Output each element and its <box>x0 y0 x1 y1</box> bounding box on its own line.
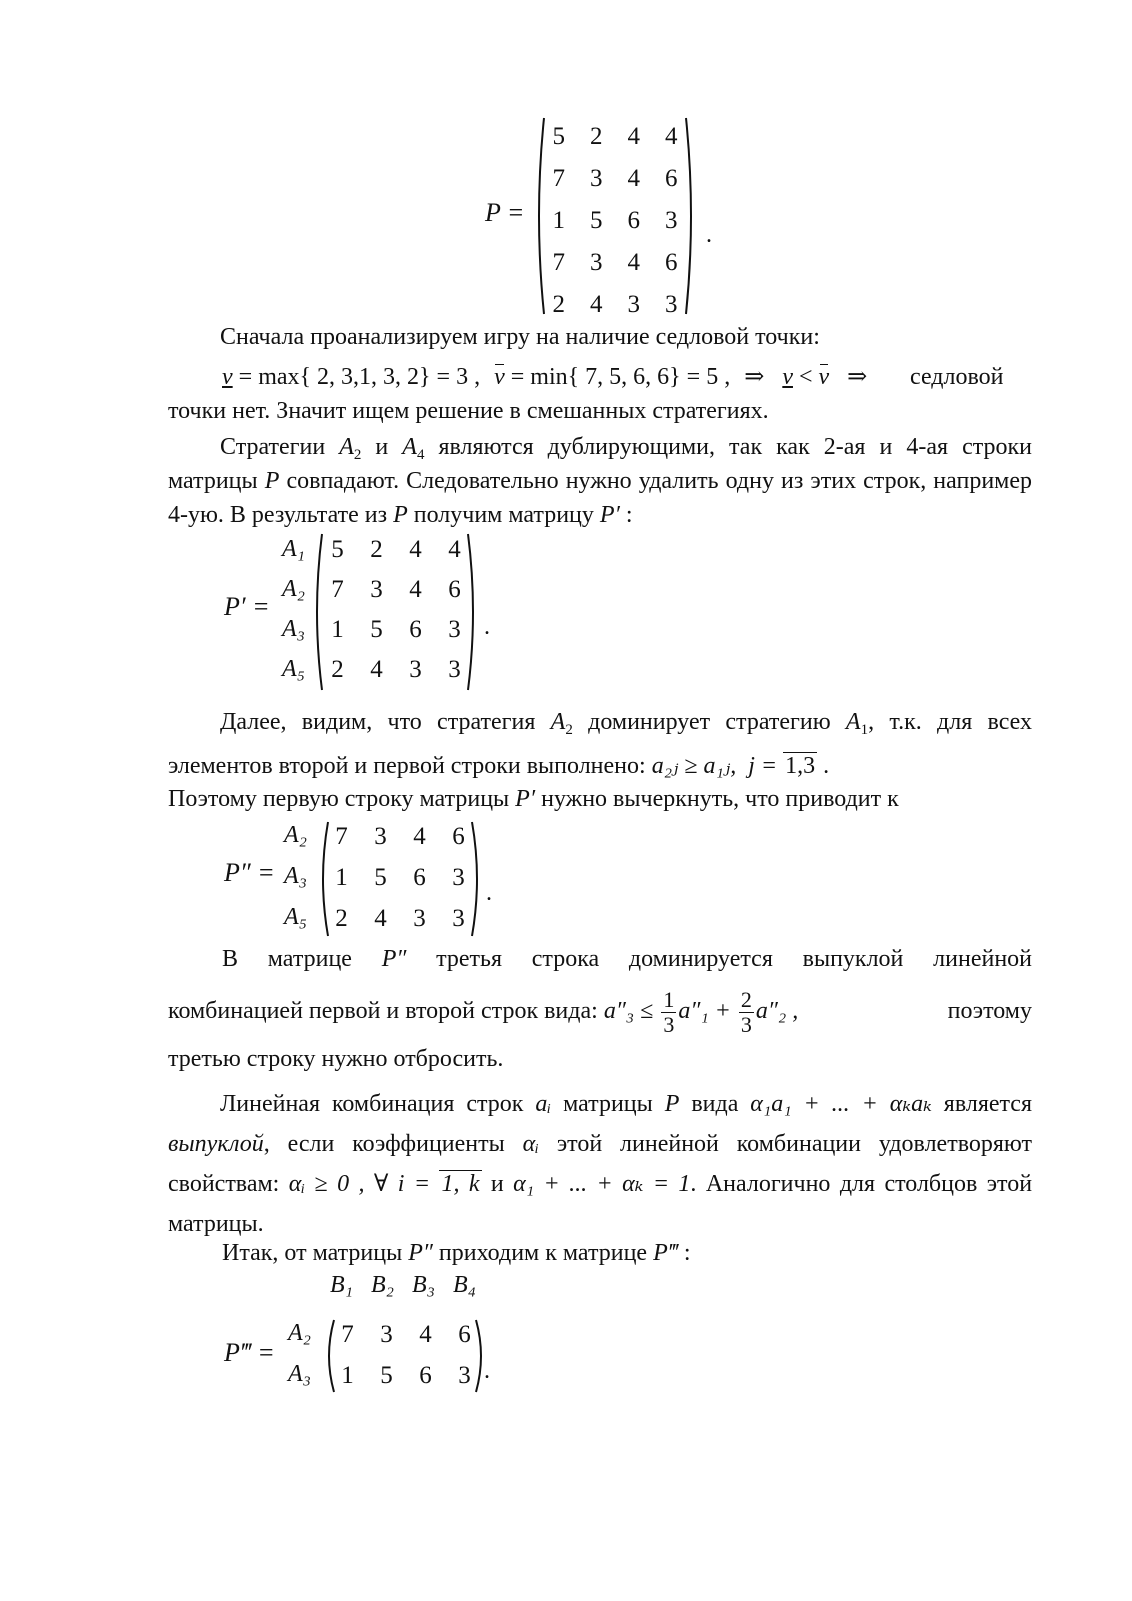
p4-line3b: нужно вычеркнуть, что приводит к <box>535 786 899 812</box>
matrix-cell: 3 <box>370 576 383 603</box>
p6-conv: выпуклой <box>168 1131 264 1157</box>
p3-t3: являются дублирующими, так как 2-ая и 4-ая строки матрицы <box>168 434 1033 494</box>
p4-a2s: 2 <box>565 722 573 738</box>
matrix-cell: 3 <box>590 249 603 276</box>
cmp-right: v <box>818 364 830 390</box>
p4-t3: , т.к. для всех элементов второй и первой строки выполнено: <box>168 709 1033 779</box>
column-label: B₃ <box>412 1272 436 1298</box>
p4-a2: A <box>550 709 566 735</box>
matrix-cell: 3 <box>627 291 640 318</box>
p3-p: P <box>264 468 280 494</box>
matrix-cell: 6 <box>665 249 678 276</box>
p6-t4: является <box>943 1091 1032 1117</box>
p4-pp: P′ <box>515 786 536 812</box>
p3-p2: P <box>393 502 408 528</box>
matrix-cell: 3 <box>448 616 461 643</box>
fraction-2-den: 3 <box>740 1011 752 1037</box>
matrix-p-grid <box>540 116 690 326</box>
matrix-cell: 5 <box>370 616 383 643</box>
paragraph-3 <box>168 430 1032 532</box>
right-paren <box>470 820 484 938</box>
p4-range: 1,3 <box>785 753 816 779</box>
matrix-cell: 3 <box>665 291 678 318</box>
p3-pp: P′ <box>599 502 620 528</box>
matrix-cell: 5 <box>374 864 387 891</box>
fraction-2 <box>739 988 754 1037</box>
matrix-p-label: P = <box>485 198 525 227</box>
matrix-cell: 2 <box>370 536 383 563</box>
matrix-p3-dot: . <box>484 1358 490 1384</box>
p6-c3: α₁ + ... + αₖ = 1 <box>513 1171 691 1197</box>
matrix-cell: 1 <box>341 1362 354 1389</box>
matrix-cell: 7 <box>341 1321 354 1348</box>
matrix-cell: 3 <box>380 1321 393 1348</box>
lower-value-expr: = max{ 2, 3,1, 3, 2} = 3 , <box>232 364 481 390</box>
paragraph-5-line-3: третью строку нужно отбросить. <box>168 1046 504 1072</box>
upper-value-expr: = min{ 7, 5, 6, 6} = 5 , <box>504 364 731 390</box>
p6-t6: этой линейной комбинации удовлетворяют свойствам: <box>168 1131 1032 1197</box>
matrix-cell: 6 <box>665 165 678 192</box>
paragraph-1 <box>168 320 1032 354</box>
matrix-cell: 6 <box>419 1362 432 1389</box>
matrix-cell: 2 <box>331 656 344 683</box>
matrix-cell: 4 <box>409 576 422 603</box>
p6-t1: Линейная комбинация строк <box>220 1091 536 1117</box>
matrix-p2-dot: . <box>486 880 492 906</box>
upper-value-symbol: v <box>494 364 505 390</box>
matrix-p3-label: P‴ = <box>224 1338 275 1367</box>
p5-t2: третья строка доминируется выпуклой линейной <box>406 946 1033 972</box>
matrix-cell: 6 <box>627 207 640 234</box>
row-label: A₃ <box>284 863 308 889</box>
p5-t1: В матрице <box>222 946 382 972</box>
p3-a4: A <box>402 434 417 460</box>
p3-a2s: 2 <box>353 447 362 463</box>
implies-1: ⇒ <box>744 364 765 390</box>
row-label: A₁ <box>282 536 306 562</box>
paragraph-5-line-2 <box>168 982 1032 1040</box>
p6-t8: . Аналогично для столбцов этой матрицы. <box>168 1171 1033 1237</box>
p6-t5: , если коэффициенты <box>263 1131 523 1157</box>
matrix-cell: 5 <box>331 536 344 563</box>
fraction-2-num: 2 <box>740 986 752 1012</box>
p5-a3: a″₃ ≤ <box>603 998 654 1024</box>
lower-value-symbol: v <box>222 364 233 390</box>
matrix-cell: 1 <box>335 864 348 891</box>
matrix-cell: 5 <box>552 123 565 150</box>
cmp-left: v <box>782 364 793 390</box>
row-label: A₂ <box>282 576 306 602</box>
p4-t2: доминирует стратегию <box>572 709 846 735</box>
implies-2: ⇒ <box>847 364 868 390</box>
p5-t3: комбинацией первой и второй строк вида: <box>168 998 604 1024</box>
p3-a2: A <box>339 434 354 460</box>
matrix-cell: 5 <box>590 207 603 234</box>
matrix-cell: 6 <box>448 576 461 603</box>
matrix-cell: 4 <box>627 249 640 276</box>
p7-ppp: P‴ <box>653 1240 678 1266</box>
matrix-cell: 4 <box>409 536 422 563</box>
matrix-cell: 3 <box>452 905 465 932</box>
p3-t6: : <box>619 502 633 528</box>
matrix-cell: 4 <box>627 165 640 192</box>
matrix-cell: 6 <box>458 1321 471 1348</box>
row-label: A₂ <box>288 1320 312 1346</box>
matrix-cell: 4 <box>448 536 461 563</box>
matrix-p1-grid <box>318 530 474 690</box>
paragraph-5-line-1 <box>222 944 1032 974</box>
p6-c2: ∀ i = <box>373 1171 440 1197</box>
matrix-cell: 7 <box>335 823 348 850</box>
p3-a4s: 4 <box>416 447 425 463</box>
matrix-cell: 4 <box>627 123 640 150</box>
fraction-1-den: 3 <box>663 1011 675 1037</box>
matrix-cell: 6 <box>409 616 422 643</box>
p3-t5: получим матрицу <box>407 502 600 528</box>
p3-t4: совпадают. Следовательно нужно удалить одну из этих строк, например 4-ую. В результате из <box>168 468 1032 528</box>
paragraph-4 <box>168 700 1032 788</box>
paragraph-6 <box>168 1084 1032 1244</box>
matrix-cell: 3 <box>452 864 465 891</box>
cmp-op: < <box>792 364 819 390</box>
p6-ai: aᵢ <box>535 1091 552 1117</box>
p7-t1: Итак, от матрицы <box>222 1240 409 1266</box>
matrix-cell: 4 <box>374 905 387 932</box>
matrix-cell: 7 <box>331 576 344 603</box>
matrix-cell: 1 <box>552 207 565 234</box>
matrix-cell: 4 <box>419 1321 432 1348</box>
p4-t1: Далее, видим, что стратегия <box>220 709 551 735</box>
p7-pp: P″ <box>408 1240 433 1266</box>
matrix-cell: 4 <box>370 656 383 683</box>
matrix-p-dot: . <box>706 222 712 248</box>
p6-comb: α₁a₁ + ... + αₖaₖ <box>750 1091 932 1117</box>
p6-c1: αᵢ ≥ 0 , <box>288 1171 365 1197</box>
matrix-cell: 2 <box>552 291 565 318</box>
matrix-cell: 6 <box>413 864 426 891</box>
saddle-line-2: точки нет. Значит ищем решение в смешанных стратегиях. <box>168 398 769 424</box>
column-label: B₂ <box>371 1272 395 1298</box>
matrix-p1-label: P′ = <box>224 592 270 621</box>
p6-t3: вида <box>679 1091 751 1117</box>
p5-pp: P″ <box>381 946 407 972</box>
matrix-cell: 1 <box>331 616 344 643</box>
p5-a1: a″₁ + <box>678 998 731 1024</box>
p4-t4: . <box>817 753 830 779</box>
paragraph-4-line-3 <box>168 784 899 814</box>
p7-t3: : <box>677 1240 691 1266</box>
saddle-tail: седловой <box>910 364 1004 390</box>
right-paren <box>684 116 698 316</box>
matrix-cell: 3 <box>374 823 387 850</box>
matrix-cell: 5 <box>380 1362 393 1389</box>
p6-alpha: αᵢ <box>522 1131 539 1157</box>
matrix-cell: 3 <box>448 656 461 683</box>
matrix-cell: 3 <box>590 165 603 192</box>
column-label: B₁ <box>330 1272 354 1298</box>
paragraph-1-text: Сначала проанализируем игру на наличие седловой точки: <box>220 324 820 350</box>
p4-a1s: 1 <box>860 722 869 738</box>
matrix-p2-label: P″ = <box>224 858 275 887</box>
p3-t2: и <box>361 434 403 460</box>
matrix-cell: 3 <box>413 905 426 932</box>
matrix-cell: 3 <box>409 656 422 683</box>
row-label: A₂ <box>284 822 308 848</box>
p5-t4: поэтому <box>947 998 1032 1024</box>
p4-a1: A <box>845 709 861 735</box>
matrix-cell: 3 <box>458 1362 471 1389</box>
column-label: B₄ <box>453 1272 477 1298</box>
fraction-1-num: 1 <box>663 986 675 1012</box>
paragraph-7 <box>222 1238 691 1268</box>
saddle-line <box>222 362 867 392</box>
p6-range: 1, k <box>441 1171 480 1197</box>
row-label: A₅ <box>284 904 308 930</box>
row-label: A₃ <box>282 616 306 642</box>
p3-t1: Стратегии <box>220 434 340 460</box>
matrix-cell: 4 <box>413 823 426 850</box>
matrix-cell: 4 <box>590 291 603 318</box>
matrix-p2-grid <box>322 816 478 939</box>
row-label: A₅ <box>282 656 306 682</box>
p6-p: P <box>664 1091 680 1117</box>
p5-a2: a″₂ , <box>755 998 799 1024</box>
p4-line3a: Поэтому первую строку матрицы <box>168 786 516 812</box>
row-label: A₃ <box>288 1361 312 1387</box>
p6-t2: матрицы <box>551 1091 665 1117</box>
matrix-cell: 7 <box>552 165 565 192</box>
fraction-1 <box>661 988 676 1037</box>
matrix-cell: 2 <box>590 123 603 150</box>
matrix-cell: 4 <box>665 123 678 150</box>
p7-t2: приходим к матрице <box>432 1240 654 1266</box>
matrix-p1-dot: . <box>484 614 490 640</box>
p4-ineq: a₂ⱼ ≥ a₁ⱼ, <box>651 753 737 779</box>
matrix-p3-grid <box>328 1314 484 1396</box>
matrix-cell: 3 <box>665 207 678 234</box>
matrix-cell: 6 <box>452 823 465 850</box>
p6-t7: и <box>481 1171 514 1197</box>
matrix-cell: 2 <box>335 905 348 932</box>
right-paren <box>466 532 480 692</box>
p4-j: j = <box>748 753 784 779</box>
matrix-cell: 7 <box>552 249 565 276</box>
